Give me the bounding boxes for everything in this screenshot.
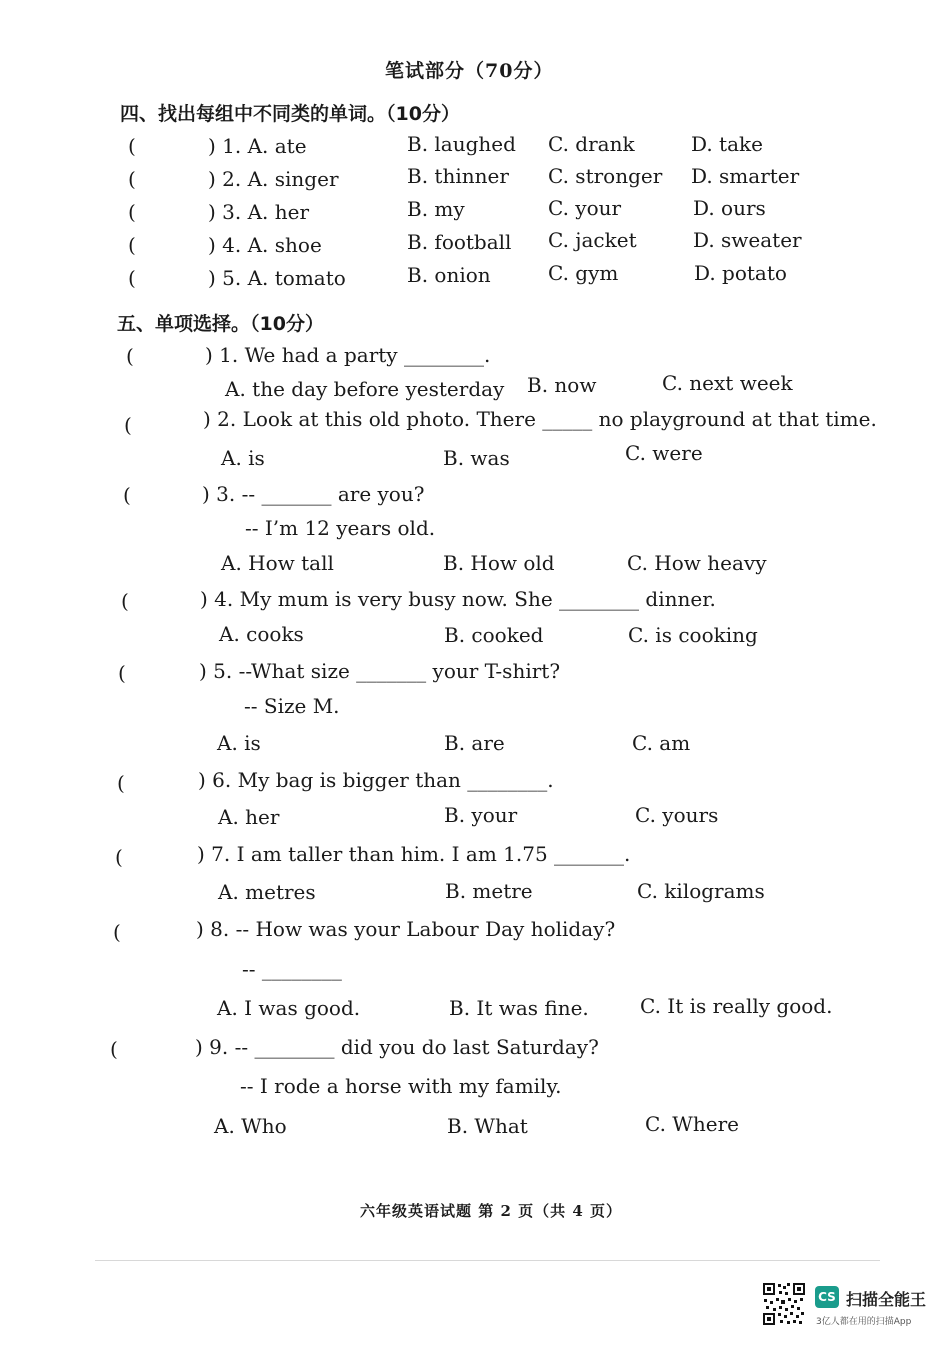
option-b: B. What (447, 1114, 528, 1138)
question-stem: ) 4. A. shoe (208, 233, 322, 257)
option-a: A. metres (218, 880, 316, 904)
option-c: C. is cooking (628, 623, 758, 647)
answer-bracket[interactable]: ( (123, 483, 131, 507)
answer-bracket[interactable]: ( (117, 771, 125, 795)
question-stem: ) 2. A. singer (208, 167, 339, 191)
question-stem: ) 3. A. her (208, 200, 310, 224)
answer-bracket[interactable]: ( (118, 661, 126, 685)
option-d: D. ours (693, 196, 766, 220)
option-b: B. was (443, 446, 510, 470)
option-c: C. kilograms (637, 879, 765, 903)
option-a: A. How tall (221, 551, 334, 575)
answer-bracket[interactable]: ( (128, 200, 136, 224)
option-c: C. It is really good. (640, 994, 833, 1018)
option-d: D. sweater (693, 228, 802, 252)
option-c: C. your (548, 196, 622, 220)
question-stem: ) 3. -- _______ are you? (202, 482, 425, 506)
option-b: B. thinner (407, 164, 509, 188)
option-b: B. onion (407, 263, 491, 287)
qr-code-icon (762, 1282, 806, 1326)
option-a: A. her (218, 805, 280, 829)
option-a: A. I was good. (217, 996, 361, 1020)
option-b: B. laughed (407, 132, 516, 156)
option-a: A. Who (214, 1114, 287, 1138)
option-b: B. How old (443, 551, 555, 575)
answer-bracket[interactable]: ( (115, 845, 123, 869)
option-d: D. smarter (691, 164, 800, 188)
question-stem: ) 2. Look at this old photo. There _____ no playground at that time. (203, 407, 877, 431)
question-stem: ) 1. A. ate (208, 134, 307, 158)
option-c: C. were (625, 441, 703, 465)
answer-bracket[interactable]: ( (128, 134, 136, 158)
page-footer: 六年级英语试题 第 2 页（共 4 页） (360, 1202, 622, 1220)
option-b: B. your (444, 803, 518, 827)
scanner-app-tagline: 3亿人都在用的扫描App (816, 1317, 912, 1327)
answer-bracket[interactable]: ( (128, 167, 136, 191)
option-a: A. is (217, 731, 261, 755)
option-b: B. metre (445, 879, 533, 903)
answer-bracket[interactable]: ( (110, 1037, 118, 1061)
answer-bracket[interactable]: ( (113, 920, 121, 944)
reply-line: -- Size M. (244, 694, 340, 718)
camscanner-logo-icon: CS (815, 1286, 839, 1308)
option-c: C. am (632, 731, 691, 755)
section-5-heading: 五、单项选择。（10分） (117, 313, 324, 335)
answer-bracket[interactable]: ( (124, 413, 132, 437)
option-a: A. cooks (219, 622, 304, 646)
question-stem: ) 6. My bag is bigger than ________. (198, 768, 554, 792)
option-b: B. football (407, 230, 512, 254)
answer-bracket[interactable]: ( (126, 344, 134, 368)
option-c: C. next week (662, 371, 793, 395)
reply-line: -- I’m 12 years old. (245, 516, 436, 540)
page-title: 笔试部分（70分） (385, 60, 554, 82)
option-a: A. the day before yesterday (225, 377, 505, 401)
answer-bracket[interactable]: ( (128, 233, 136, 257)
answer-bracket[interactable]: ( (121, 589, 129, 613)
question-stem: ) 1. We had a party ________. (205, 343, 491, 367)
option-c: C. How heavy (627, 551, 767, 575)
option-b: B. are (444, 731, 505, 755)
option-c: C. gym (548, 261, 619, 285)
reply-line: -- ________ (242, 957, 342, 981)
option-b: B. cooked (444, 623, 544, 647)
option-d: D. take (691, 132, 763, 156)
question-stem: ) 9. -- ________ did you do last Saturday? (195, 1035, 599, 1059)
option-c: C. drank (548, 132, 635, 156)
option-a: A. is (221, 446, 265, 470)
answer-bracket[interactable]: ( (128, 266, 136, 290)
reply-line: -- I rode a horse with my family. (240, 1074, 562, 1098)
option-b: B. now (527, 373, 597, 397)
option-d: D. potato (694, 261, 787, 285)
option-b: B. my (407, 197, 465, 221)
option-b: B. It was fine. (449, 996, 589, 1020)
option-c: C. Where (645, 1112, 739, 1136)
option-c: C. jacket (548, 228, 637, 252)
option-c: C. stronger (548, 164, 663, 188)
question-stem: ) 7. I am taller than him. I am 1.75 _______. (197, 842, 631, 866)
question-stem: ) 5. --What size _______ your T-shirt? (199, 659, 561, 683)
question-stem: ) 5. A. tomato (208, 266, 346, 290)
question-stem: ) 8. -- How was your Labour Day holiday? (196, 917, 616, 941)
scanner-app-name: 扫描全能王 (846, 1290, 927, 1309)
question-stem: ) 4. My mum is very busy now. She ________ dinner. (200, 587, 716, 611)
divider (95, 1260, 880, 1261)
section-4-heading: 四、找出每组中不同类的单词。（10分） (120, 103, 460, 125)
option-c: C. yours (635, 803, 719, 827)
